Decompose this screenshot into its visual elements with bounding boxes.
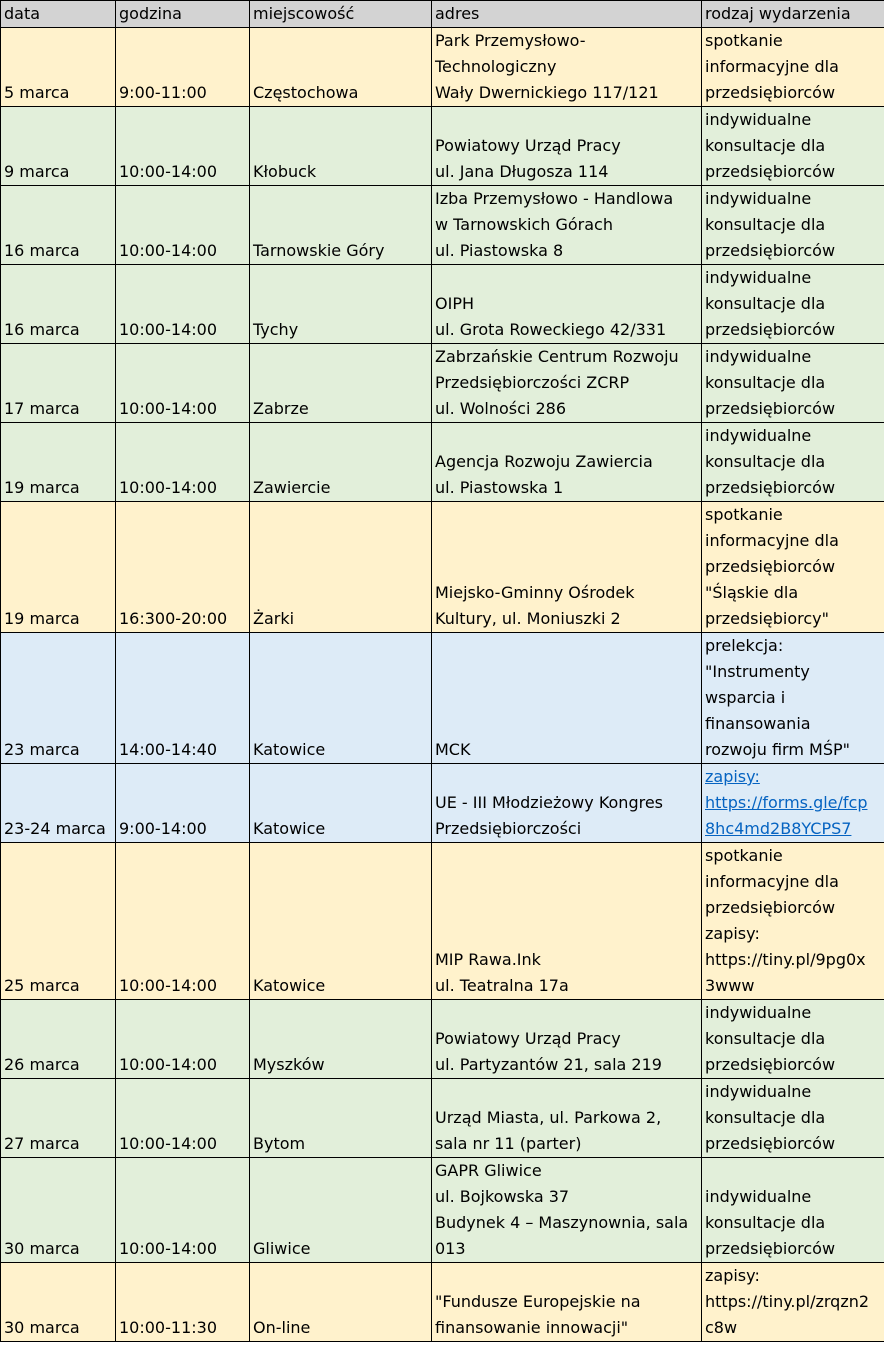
- cell-time[interactable]: [116, 843, 250, 1000]
- table-row: [1, 1079, 884, 1158]
- cell-time-text: 16:300-20:00: [119, 609, 228, 628]
- cell-event-type-line: wsparcia i: [705, 688, 786, 707]
- table-row: [1, 186, 884, 265]
- cell-address[interactable]: [432, 344, 702, 423]
- cell-date-text: 26 marca: [4, 1055, 80, 1074]
- table-row: [1, 843, 884, 1000]
- cell-address-line: Technologiczny: [435, 57, 557, 76]
- cell-city-text: Zawiercie: [253, 478, 331, 497]
- cell-time-text: 10:00-14:00: [119, 1239, 217, 1258]
- cell-city-text: Tarnowskie Góry: [253, 241, 385, 260]
- cell-city-text: Katowice: [253, 740, 326, 759]
- cell-address-line: ul. Teatralna 17a: [435, 976, 569, 995]
- cell-event-type[interactable]: [702, 764, 884, 843]
- cell-event-type-line: przedsiębiorców: [705, 1239, 836, 1258]
- cell-event-type-line: zapisy:: [705, 924, 760, 943]
- cell-address-line: UE - III Młodzieżowy Kongres: [435, 793, 664, 812]
- table-row: [1, 1158, 884, 1263]
- cell-city-text: Myszków: [253, 1055, 325, 1074]
- table-row: [1, 1263, 884, 1342]
- cell-event-type-line: zapisy:: [705, 1266, 760, 1285]
- cell-date[interactable]: [1, 28, 116, 107]
- cell-address-line: Powiatowy Urząd Pracy: [435, 1029, 621, 1048]
- cell-event-type-line: https://tiny.pl/zrqzn2: [705, 1292, 870, 1311]
- cell-event-type-line: indywidualne: [705, 347, 812, 366]
- cell-time[interactable]: [116, 1263, 250, 1342]
- cell-event-type[interactable]: [702, 107, 884, 186]
- cell-event-type-line: c8w: [705, 1318, 738, 1337]
- cell-event-type[interactable]: [702, 1079, 884, 1158]
- cell-event-type-line: spotkanie: [705, 31, 783, 50]
- cell-city[interactable]: [250, 1079, 432, 1158]
- cell-address-line: ul. Wolności 286: [435, 399, 567, 418]
- cell-address-line: 013: [435, 1239, 466, 1258]
- cell-date-text: 16 marca: [4, 241, 80, 260]
- cell-address-line: GAPR Gliwice: [435, 1161, 542, 1180]
- cell-address[interactable]: [432, 1158, 702, 1263]
- cell-date-text: 27 marca: [4, 1134, 80, 1153]
- cell-event-type-line: konsultacje dla: [705, 136, 826, 155]
- cell-time-text: 10:00-14:00: [119, 162, 217, 181]
- cell-event-type-line: konsultacje dla: [705, 294, 826, 313]
- cell-city-text: Bytom: [253, 1134, 306, 1153]
- cell-event-type-line: konsultacje dla: [705, 1108, 826, 1127]
- table-row: [1, 107, 884, 186]
- cell-event-type-line: informacyjne dla: [705, 57, 839, 76]
- cell-city[interactable]: [250, 1158, 432, 1263]
- cell-event-type-line: rozwoju firm MŚP": [705, 740, 850, 759]
- cell-date-text: 9 marca: [4, 162, 70, 181]
- cell-event-type-line: przedsiębiorcy": [705, 609, 829, 628]
- cell-date[interactable]: [1, 265, 116, 344]
- cell-address[interactable]: [432, 265, 702, 344]
- cell-event-type[interactable]: [702, 502, 884, 633]
- cell-date[interactable]: [1, 423, 116, 502]
- cell-address-line: Powiatowy Urząd Pracy: [435, 136, 621, 155]
- cell-date[interactable]: [1, 843, 116, 1000]
- cell-address[interactable]: [432, 502, 702, 633]
- cell-time[interactable]: [116, 265, 250, 344]
- signup-link[interactable]: zapisy:: [705, 767, 760, 786]
- cell-address-line: ul. Grota Roweckiego 42/331: [435, 320, 667, 339]
- cell-address[interactable]: [432, 633, 702, 764]
- cell-address-line: ul. Jana Długosza 114: [435, 162, 609, 181]
- cell-date-text: 5 marca: [4, 83, 70, 102]
- cell-city-text: Częstochowa: [253, 83, 359, 102]
- cell-date-text: 19 marca: [4, 478, 80, 497]
- table-body: [1, 28, 884, 1342]
- table-row: [1, 502, 884, 633]
- table-row: [1, 1000, 884, 1079]
- cell-city[interactable]: [250, 1000, 432, 1079]
- cell-address-line: MIP Rawa.Ink: [435, 950, 541, 969]
- cell-event-type-line: "Śląskie dla: [705, 583, 799, 602]
- cell-event-type-line: informacyjne dla: [705, 531, 839, 550]
- cell-city[interactable]: [250, 28, 432, 107]
- cell-address-line: OIPH: [435, 294, 474, 313]
- cell-event-type-line: konsultacje dla: [705, 373, 826, 392]
- header-city[interactable]: miejscowość: [250, 1, 432, 28]
- cell-time[interactable]: [116, 502, 250, 633]
- cell-time-text: 14:00-14:40: [119, 740, 217, 759]
- cell-date[interactable]: [1, 1263, 116, 1342]
- cell-event-type-line: przedsiębiorców: [705, 83, 836, 102]
- cell-event-type[interactable]: [702, 423, 884, 502]
- cell-city-text: Tychy: [253, 320, 299, 339]
- cell-date[interactable]: [1, 502, 116, 633]
- cell-city[interactable]: [250, 423, 432, 502]
- cell-event-type-line: konsultacje dla: [705, 1029, 826, 1048]
- cell-event-type[interactable]: [702, 1263, 884, 1342]
- cell-date[interactable]: [1, 107, 116, 186]
- cell-address-line: Agencja Rozwoju Zawiercia: [435, 452, 653, 471]
- cell-event-type-line: https://tiny.pl/9pg0x: [705, 950, 866, 969]
- cell-time-text: 10:00-14:00: [119, 1134, 217, 1153]
- cell-event-type-line: przedsiębiorców: [705, 898, 836, 917]
- cell-time[interactable]: [116, 1000, 250, 1079]
- header-event-type[interactable]: rodzaj wydarzenia: [702, 1, 884, 28]
- cell-address-line: finansowanie innowacji": [435, 1318, 629, 1337]
- cell-date-text: 17 marca: [4, 399, 80, 418]
- cell-event-type-line: indywidualne: [705, 189, 812, 208]
- cell-address[interactable]: [432, 107, 702, 186]
- cell-address[interactable]: [432, 764, 702, 843]
- cell-event-type-line: przedsiębiorców: [705, 478, 836, 497]
- cell-event-type-line: konsultacje dla: [705, 215, 826, 234]
- cell-date[interactable]: [1, 1079, 116, 1158]
- cell-event-type-line: indywidualne: [705, 1082, 812, 1101]
- cell-address-line: Wały Dwernickiego 117/121: [435, 83, 659, 102]
- cell-city-text: Żarki: [253, 609, 295, 628]
- cell-address-line: sala nr 11 (parter): [435, 1134, 582, 1153]
- cell-city[interactable]: [250, 265, 432, 344]
- cell-time[interactable]: [116, 764, 250, 843]
- cell-city[interactable]: [250, 502, 432, 633]
- cell-event-type[interactable]: [702, 843, 884, 1000]
- cell-address-line: ul. Partyzantów 21, sala 219: [435, 1055, 662, 1074]
- cell-event-type-line: 3www: [705, 976, 755, 995]
- cell-address-line: Budynek 4 – Maszynownia, sala: [435, 1213, 689, 1232]
- cell-time[interactable]: [116, 28, 250, 107]
- cell-city-text: On-line: [253, 1318, 311, 1337]
- cell-address-line: Zabrzańskie Centrum Rozwoju: [435, 347, 679, 366]
- cell-address[interactable]: [432, 1263, 702, 1342]
- cell-event-type-line: przedsiębiorców: [705, 162, 836, 181]
- cell-city-text: Zabrze: [253, 399, 309, 418]
- cell-time[interactable]: [116, 1079, 250, 1158]
- cell-time[interactable]: [116, 344, 250, 423]
- header-date[interactable]: data: [1, 1, 116, 28]
- cell-address-line: ul. Piastowska 1: [435, 478, 564, 497]
- header-address[interactable]: adres: [432, 1, 702, 28]
- cell-address-line: ul. Bojkowska 37: [435, 1187, 570, 1206]
- cell-city[interactable]: [250, 186, 432, 265]
- cell-event-type-line: przedsiębiorców: [705, 241, 836, 260]
- cell-address[interactable]: [432, 423, 702, 502]
- cell-address[interactable]: [432, 186, 702, 265]
- cell-event-type-line: przedsiębiorców: [705, 399, 836, 418]
- cell-date[interactable]: [1, 633, 116, 764]
- cell-address-line: Izba Przemysłowo - Handlowa: [435, 189, 674, 208]
- cell-event-type-line: przedsiębiorców: [705, 557, 836, 576]
- cell-address[interactable]: [432, 843, 702, 1000]
- cell-time-text: 10:00-14:00: [119, 320, 217, 339]
- table-row: [1, 633, 884, 764]
- cell-event-type[interactable]: [702, 265, 884, 344]
- cell-time[interactable]: [116, 1158, 250, 1263]
- cell-address-line: Urząd Miasta, ul. Parkowa 2,: [435, 1108, 662, 1127]
- cell-date-text: 30 marca: [4, 1318, 80, 1337]
- cell-city[interactable]: [250, 764, 432, 843]
- cell-city[interactable]: [250, 344, 432, 423]
- cell-time-text: 10:00-14:00: [119, 1055, 217, 1074]
- header-row: [1, 1, 884, 28]
- cell-address-line: w Tarnowskich Górach: [435, 215, 613, 234]
- cell-address[interactable]: [432, 1079, 702, 1158]
- table-row: [1, 265, 884, 344]
- cell-address-line: Przedsiębiorczości ZCRP: [435, 373, 630, 392]
- cell-date-text: 30 marca: [4, 1239, 80, 1258]
- signup-link[interactable]: 8hc4md2B8YCPS7: [705, 819, 852, 838]
- cell-event-type[interactable]: [702, 344, 884, 423]
- cell-event-type-line: przedsiębiorców: [705, 1055, 836, 1074]
- table-row: [1, 423, 884, 502]
- cell-address[interactable]: [432, 28, 702, 107]
- cell-event-type-line: spotkanie: [705, 505, 783, 524]
- cell-city-text: Kłobuck: [253, 162, 317, 181]
- table-row: [1, 344, 884, 423]
- cell-time-text: 9:00-14:00: [119, 819, 207, 838]
- cell-event-type-line: prelekcja:: [705, 636, 784, 655]
- cell-event-type[interactable]: [702, 28, 884, 107]
- table-row: [1, 28, 884, 107]
- cell-address-line: "Fundusze Europejskie na: [435, 1292, 641, 1311]
- cell-address[interactable]: [432, 1000, 702, 1079]
- cell-address-line: Kultury, ul. Moniuszki 2: [435, 609, 621, 628]
- cell-event-type-line: indywidualne: [705, 1187, 812, 1206]
- cell-city[interactable]: [250, 633, 432, 764]
- cell-address-line: MCK: [435, 740, 471, 759]
- signup-link[interactable]: https://forms.gle/fcp: [705, 793, 868, 812]
- cell-date-text: 23-24 marca: [4, 819, 106, 838]
- cell-time-text: 10:00-14:00: [119, 976, 217, 995]
- cell-time-text: 10:00-14:00: [119, 399, 217, 418]
- cell-city-text: Gliwice: [253, 1239, 311, 1258]
- cell-city[interactable]: [250, 843, 432, 1000]
- cell-date-text: 25 marca: [4, 976, 80, 995]
- cell-event-type-line: "Instrumenty: [705, 662, 810, 681]
- cell-time[interactable]: [116, 633, 250, 764]
- cell-event-type[interactable]: [702, 633, 884, 764]
- cell-event-type-line: przedsiębiorców: [705, 1134, 836, 1153]
- cell-date-text: 23 marca: [4, 740, 80, 759]
- table-row: [1, 764, 884, 843]
- cell-event-type-line: przedsiębiorców: [705, 320, 836, 339]
- cell-city-text: Katowice: [253, 976, 326, 995]
- cell-event-type-line: konsultacje dla: [705, 452, 826, 471]
- cell-time[interactable]: [116, 423, 250, 502]
- cell-event-type-line: finansowania: [705, 714, 811, 733]
- cell-address-line: ul. Piastowska 8: [435, 241, 564, 260]
- cell-event-type-line: indywidualne: [705, 110, 812, 129]
- cell-event-type-line: indywidualne: [705, 268, 812, 287]
- cell-time-text: 10:00-11:30: [119, 1318, 217, 1337]
- cell-time-text: 10:00-14:00: [119, 478, 217, 497]
- cell-event-type-line: informacyjne dla: [705, 872, 839, 891]
- cell-date[interactable]: [1, 764, 116, 843]
- cell-date[interactable]: [1, 344, 116, 423]
- cell-date-text: 16 marca: [4, 320, 80, 339]
- cell-event-type-line: indywidualne: [705, 1003, 812, 1022]
- cell-date[interactable]: [1, 1158, 116, 1263]
- cell-time[interactable]: [116, 107, 250, 186]
- cell-event-type-line: indywidualne: [705, 426, 812, 445]
- cell-date-text: 19 marca: [4, 609, 80, 628]
- cell-city-text: Katowice: [253, 819, 326, 838]
- cell-address-line: Park Przemysłowo-: [435, 31, 586, 50]
- cell-date[interactable]: [1, 1000, 116, 1079]
- cell-address-line: Przedsiębiorczości: [435, 819, 582, 838]
- header-time[interactable]: godzina: [116, 1, 250, 28]
- cell-event-type-line: spotkanie: [705, 846, 783, 865]
- cell-event-type[interactable]: [702, 186, 884, 265]
- cell-address-line: Miejsko-Gminny Ośrodek: [435, 583, 635, 602]
- cell-time[interactable]: [116, 186, 250, 265]
- cell-event-type[interactable]: [702, 1158, 884, 1263]
- cell-city[interactable]: [250, 107, 432, 186]
- cell-city[interactable]: [250, 1263, 432, 1342]
- cell-date[interactable]: [1, 186, 116, 265]
- cell-event-type[interactable]: [702, 1000, 884, 1079]
- cell-time-text: 9:00-11:00: [119, 83, 207, 102]
- cell-event-type-line: konsultacje dla: [705, 1213, 826, 1232]
- cell-time-text: 10:00-14:00: [119, 241, 217, 260]
